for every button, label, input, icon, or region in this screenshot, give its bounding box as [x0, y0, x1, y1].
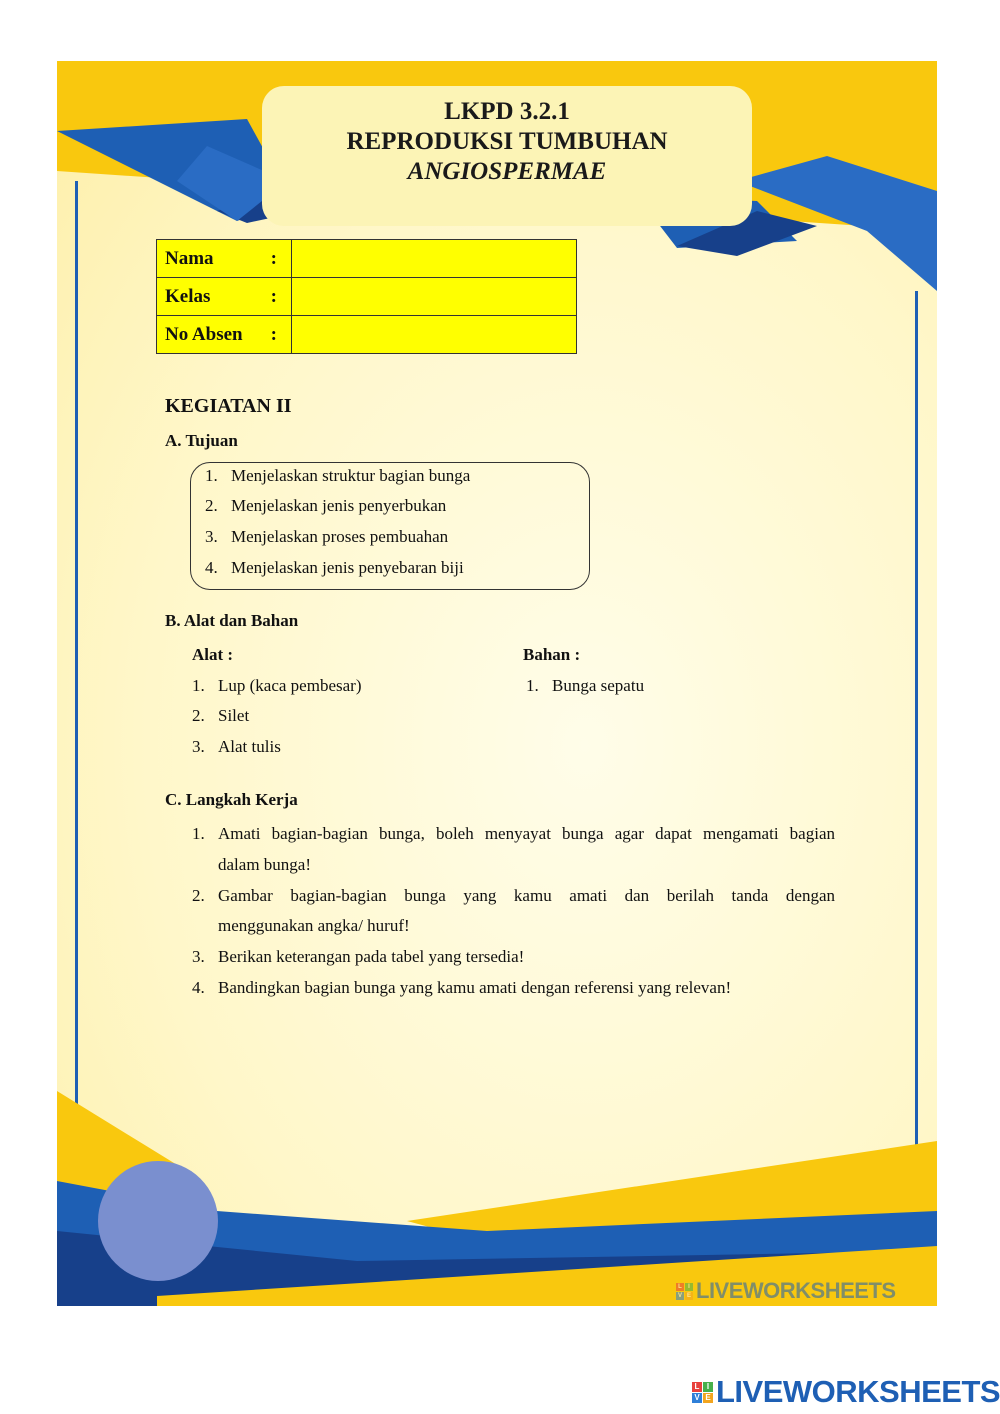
step-text: Bandingkan bagian bunga yang kamu amati dengan referensi yang relevan!	[218, 978, 732, 997]
liveworksheets-logo-text: LIVEWORKSHEETS	[716, 1374, 1000, 1409]
tool-item: Lup (kaca pembesar)	[218, 676, 362, 695]
label-nama: Nama	[165, 247, 214, 269]
colon: :	[270, 323, 277, 345]
goal-item: Menjelaskan proses pembuahan	[231, 527, 449, 546]
supply-number: 1.	[526, 676, 539, 695]
tool-number: 3.	[192, 737, 205, 756]
goal-number: 2.	[205, 496, 218, 515]
worksheet-title: REPRODUKSI TUMBUHAN	[346, 128, 668, 155]
step-number: 4.	[192, 978, 205, 997]
watermark-logo-icon: L I V E	[677, 1283, 691, 1299]
activity-title: KEGIATAN II	[165, 395, 292, 417]
supplies-label: Bahan :	[523, 645, 581, 664]
step-text: Berikan keterangan pada tabel yang tersedia!	[218, 947, 525, 966]
worksheet-code: LKPD 3.2.1	[444, 98, 570, 125]
tool-number: 1.	[192, 676, 205, 695]
colon: :	[270, 285, 277, 307]
step-text-continued: menggunakan angka/ huruf!	[218, 916, 410, 935]
goal-number: 4.	[205, 558, 218, 577]
liveworksheets-logo[interactable]	[692, 1374, 1000, 1410]
label-kelas: Kelas	[165, 285, 211, 307]
step-number: 3.	[192, 947, 205, 966]
liveworksheets-watermark	[676, 1278, 896, 1304]
watermark-text: LIVEWORKSHEETS	[696, 1278, 896, 1303]
step-number: 2.	[192, 886, 205, 905]
right-border-line	[915, 291, 918, 1211]
goal-item: Menjelaskan jenis penyerbukan	[231, 496, 447, 515]
steps-heading: C. Langkah Kerja	[165, 790, 298, 809]
label-no-absen: No Absen	[165, 323, 243, 345]
materials-heading: B. Alat dan Bahan	[165, 611, 299, 630]
liveworksheets-logo-icon: L I V E	[692, 1382, 713, 1403]
tool-number: 2.	[192, 706, 205, 725]
tools-label: Alat :	[192, 645, 234, 664]
goal-item: Menjelaskan jenis penyebaran biji	[231, 558, 464, 577]
goals-heading: A. Tujuan	[165, 431, 238, 450]
step-number: 1.	[192, 824, 205, 843]
kelas-field[interactable]	[292, 278, 577, 316]
goal-number: 1.	[205, 466, 218, 485]
left-border-line	[75, 181, 78, 1141]
identity-row-no-absen	[157, 316, 577, 354]
goal-item: Menjelaskan struktur bagian bunga	[231, 466, 471, 485]
tool-item: Alat tulis	[218, 737, 281, 756]
tool-item: Silet	[218, 706, 250, 725]
step-text-continued: dalam bunga!	[218, 855, 311, 874]
step-text: Gambar bagian-bagian bunga yang kamu amati dan berilah tanda dengan	[218, 886, 835, 905]
step-text: Amati bagian-bagian bunga, boleh menyayat bunga agar dapat mengamati bagian	[218, 824, 835, 843]
identity-row-kelas	[157, 278, 577, 316]
supply-item: Bunga sepatu	[552, 676, 645, 695]
identity-row-nama	[157, 240, 577, 278]
goal-number: 3.	[205, 527, 218, 546]
nama-field[interactable]	[292, 240, 577, 278]
no-absen-field[interactable]	[292, 316, 577, 354]
decorative-circle	[98, 1161, 218, 1281]
identity-table	[156, 239, 577, 354]
worksheet-subtitle: ANGIOSPERMAE	[407, 158, 607, 185]
colon: :	[270, 247, 277, 269]
